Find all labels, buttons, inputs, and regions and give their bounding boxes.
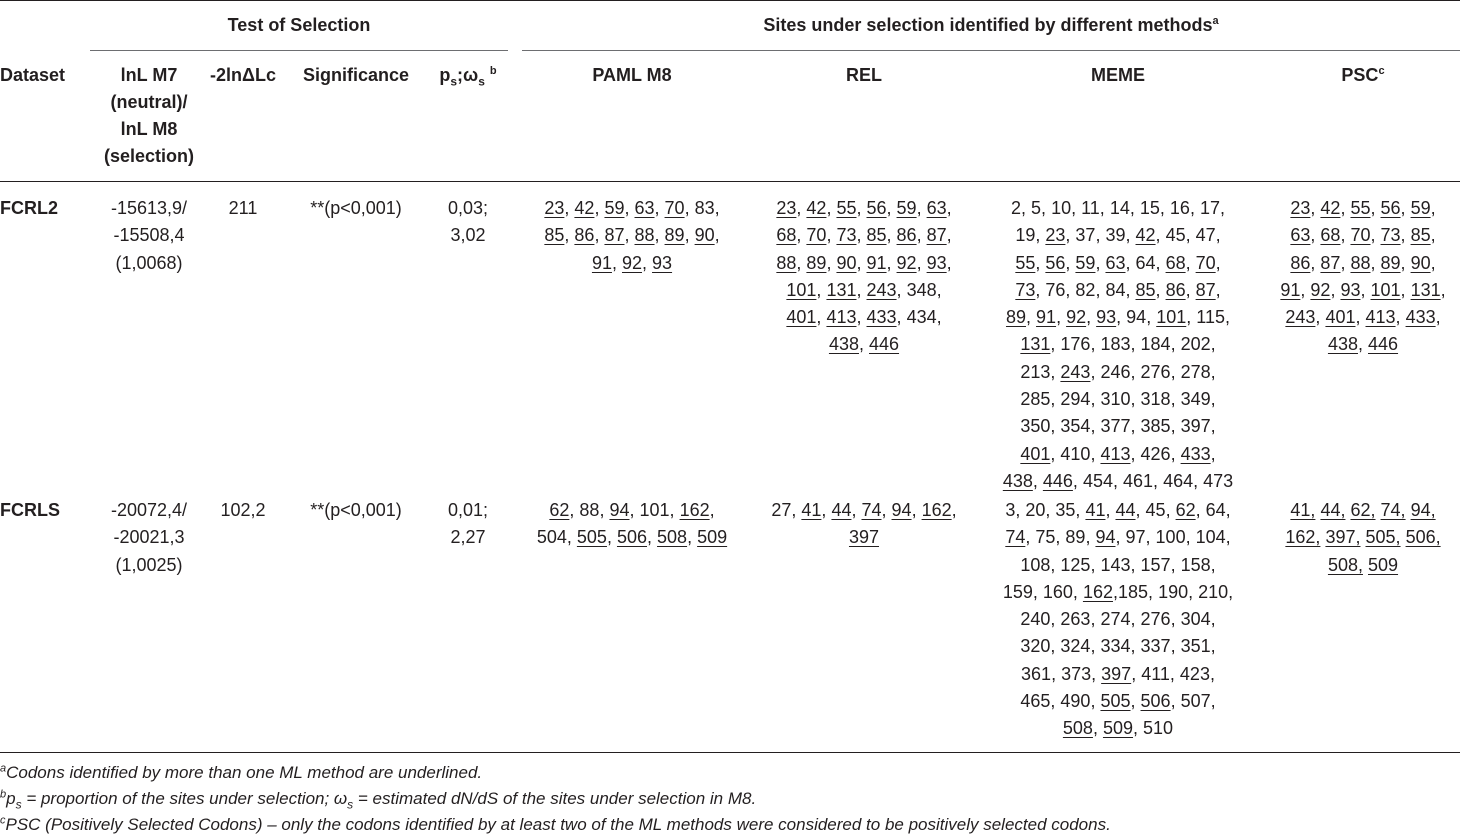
codon-site: 87 — [604, 225, 625, 246]
codon-site: 23 — [544, 198, 565, 218]
codon-site: 434 — [906, 307, 937, 328]
codon-site: 44, — [1320, 500, 1346, 520]
codon-site: 473 — [1203, 470, 1234, 491]
codon-site: 101 — [639, 500, 670, 520]
codon-site: 70 — [664, 198, 685, 218]
codon-site: 15 — [1139, 198, 1160, 218]
codon-site: 93 — [1096, 307, 1117, 328]
codon-site: 276 — [1140, 609, 1171, 630]
codon-site: 70 — [1350, 225, 1371, 246]
codon-site: 509 — [697, 527, 728, 548]
codon-site: 85 — [544, 225, 565, 246]
codon-site: 397 — [1101, 663, 1132, 684]
codon-site: 23 — [776, 198, 797, 218]
codon-site: 246 — [1100, 361, 1131, 382]
codon-site: 334 — [1100, 636, 1131, 657]
site-line: 401, 410, 413, 426, 433, — [1020, 443, 1216, 464]
codon-site: 276 — [1140, 361, 1171, 382]
row-significance-fcrls: **(p<0,001) — [310, 500, 402, 520]
codon-site: 131 — [1020, 334, 1051, 355]
codon-site: 159 — [1002, 581, 1033, 602]
codon-site: 56 — [866, 198, 887, 218]
site-line: 350, 354, 377, 385, 397, — [1020, 416, 1216, 437]
codon-site: 274 — [1100, 609, 1131, 630]
codon-site: 101 — [1156, 307, 1187, 328]
codon-site: 62 — [549, 500, 570, 520]
codon-site: 115 — [1196, 307, 1225, 328]
codon-site: 85 — [1135, 279, 1156, 300]
codon-site: 91 — [866, 252, 887, 273]
codon-site: 101 — [786, 279, 817, 300]
codon-site: 162 — [921, 500, 952, 520]
site-line: 2, 5, 10, 11, 14, 15, 16, 17, — [1011, 198, 1225, 218]
site-line: 62, 88, 94, 101, 162, — [549, 500, 715, 520]
site-line: 465, 490, 505, 506, 507, — [1020, 691, 1216, 712]
codon-site: 465 — [1020, 691, 1051, 712]
col-header-lnl: lnL M7 (neutral)/ lnL M8 (selection) — [103, 65, 195, 166]
group-header-test-of-selection: Test of Selection — [227, 15, 371, 35]
codon-site: 86 — [574, 225, 595, 246]
codon-site: 350 — [1020, 416, 1051, 437]
site-line: 401, 413, 433, 434, — [786, 307, 942, 328]
group-header-sites-under-selection: Sites under selection identified by different methods$^a$ — [763, 15, 1219, 35]
codon-site: 94 — [891, 500, 912, 520]
group-rule-test — [90, 50, 508, 51]
codon-site: 44 — [1115, 500, 1136, 520]
codon-site: 14 — [1109, 198, 1130, 218]
codon-site: 73 — [1380, 225, 1401, 246]
site-line: 438, 446 — [828, 334, 900, 355]
codon-site: 401 — [1020, 443, 1051, 464]
row-paml-sites-fcrl2 — [520, 195, 744, 277]
codon-site: 59 — [896, 198, 917, 218]
codon-site: 68 — [1165, 252, 1186, 273]
codon-site: 37 — [1075, 225, 1096, 246]
codon-site: 101 — [1370, 279, 1401, 300]
site-line: 23, 42, 55, 56, 59, — [1290, 198, 1436, 218]
codon-site: 68 — [1320, 225, 1341, 246]
codon-site: 93 — [652, 252, 673, 273]
codon-site: 42 — [1135, 225, 1156, 246]
codon-site: 64 — [1205, 500, 1226, 520]
codon-site: 73 — [836, 225, 857, 246]
site-line: 131, 176, 183, 184, 202, — [1020, 334, 1216, 355]
site-line: 3, 20, 35, 41, 44, 45, 62, 64, — [1005, 500, 1231, 520]
codon-site: 202 — [1180, 334, 1211, 355]
codon-site: 63 — [1105, 252, 1126, 273]
codon-site: 63 — [634, 198, 655, 218]
codon-site: 143 — [1100, 554, 1131, 575]
codon-site: 83 — [694, 198, 715, 218]
site-line: 68, 70, 73, 85, 86, 87, — [776, 225, 952, 246]
codon-site: 75 — [1035, 527, 1056, 548]
codon-site: 90 — [836, 252, 857, 273]
footnote-a: $^a$Codons identified by more than one ML method are underlined. — [0, 762, 483, 782]
site-line: 101, 131, 243, 348, — [786, 279, 942, 300]
site-line: 55, 56, 59, 63, 64, 68, 70, — [1015, 252, 1221, 273]
codon-site: 23 — [1290, 198, 1311, 218]
site-line: 438, 446 — [1327, 334, 1399, 355]
codon-site: 506, — [1405, 527, 1441, 548]
codon-site: 509 — [1102, 718, 1134, 739]
codon-site: 506 — [616, 527, 648, 548]
codon-site: 89 — [1065, 527, 1086, 548]
site-line: 86, 87, 88, 89, 90, — [1290, 252, 1436, 273]
codon-site: 5 — [1031, 198, 1042, 218]
codon-site: 183 — [1100, 334, 1131, 355]
row-lrt-fcrls: 102,2 — [220, 500, 266, 520]
codon-site: 87 — [926, 225, 947, 246]
codon-site: 426 — [1140, 443, 1171, 464]
codon-site: 90 — [694, 225, 715, 246]
site-line — [1264, 497, 1460, 524]
col-header-dataset: Dataset — [0, 65, 66, 85]
codon-site: 89 — [806, 252, 827, 273]
codon-site: 397, — [1325, 527, 1361, 548]
codon-site: 63 — [926, 198, 947, 218]
codon-site: 505 — [576, 527, 607, 548]
site-line: 91, 92, 93 — [591, 252, 673, 273]
codon-site: 90 — [1410, 252, 1431, 273]
codon-site: 324 — [1060, 636, 1091, 657]
codon-site: 354 — [1060, 416, 1091, 437]
site-line: 213, 243, 246, 276, 278, — [1020, 361, 1216, 382]
codon-site: 162, — [1285, 527, 1321, 548]
codon-site: 62 — [1175, 500, 1196, 520]
site-line: 285, 294, 310, 318, 349, — [1020, 389, 1216, 410]
codon-site: 158 — [1180, 554, 1211, 575]
codon-site: 59 — [604, 198, 625, 218]
codon-site: 506 — [1140, 691, 1171, 712]
codon-site: 16 — [1169, 198, 1190, 218]
site-line: 243, 401, 413, 433, — [1285, 307, 1441, 328]
codon-site: 507 — [1180, 691, 1211, 712]
row-lrt-fcrl2: 211 — [228, 198, 258, 218]
codon-site: 413 — [826, 307, 857, 328]
site-line: 89, 91, 92, 93, 94, 101, 115, — [1005, 307, 1230, 328]
row-meme-sites-fcrl2 — [978, 195, 1258, 495]
codon-site: 131 — [826, 279, 857, 300]
codon-site: 70 — [1195, 252, 1216, 273]
site-line: 74, 75, 89, 94, 97, 100, 104, — [1005, 527, 1231, 548]
codon-site: 20 — [1025, 500, 1046, 520]
codon-site: 190 — [1158, 581, 1189, 602]
codon-site: 433 — [1180, 443, 1211, 464]
codon-site: 433 — [866, 307, 897, 328]
codon-site: 454 — [1082, 470, 1113, 491]
row-lnl-fcrls: -20072,4/ -20021,3 (1,0025) — [110, 500, 188, 575]
row-significance-fcrl2: **(p<0,001) — [310, 198, 402, 218]
col-header-ps-ws: $p_s;\omega_s$ $^b$ — [439, 65, 497, 89]
codon-site: 278 — [1180, 361, 1211, 382]
codon-site: 108 — [1020, 554, 1051, 575]
codon-site: 294 — [1060, 389, 1091, 410]
codon-site: 88 — [1350, 252, 1371, 273]
codon-site: 59 — [1410, 198, 1431, 218]
codon-site: 423 — [1179, 663, 1210, 684]
site-line — [1264, 552, 1460, 579]
row-psc-sites-fcrls — [1264, 497, 1460, 579]
row-ps-ws-fcrl2: 0,03; 3,02 — [447, 198, 489, 246]
codon-site: 45 — [1145, 500, 1166, 520]
col-header-significance: Significance — [302, 65, 410, 85]
codon-site: 59 — [1075, 252, 1096, 273]
codon-site: 318 — [1140, 389, 1171, 410]
codon-site: 509 — [1368, 554, 1399, 575]
codon-site: 385 — [1140, 416, 1171, 437]
codon-site: 17 — [1199, 198, 1220, 218]
site-line: 19, 23, 37, 39, 42, 45, 47, — [1015, 225, 1221, 246]
codon-site: 19 — [1015, 225, 1036, 246]
top-rule — [0, 0, 1460, 1]
codon-site: 76 — [1045, 279, 1066, 300]
codon-site: 68 — [776, 225, 797, 246]
codon-site: 42 — [806, 198, 827, 218]
codon-site: 285 — [1020, 389, 1051, 410]
codon-site: 44 — [831, 500, 852, 520]
codon-site: 104 — [1195, 527, 1226, 548]
site-line: 504, 505, 506, 508, 509 — [536, 527, 728, 548]
codon-site: 446 — [1368, 334, 1399, 355]
footnote-c: $^c$PSC (Positively Selected Codons) – only the codons identified by at least two of the ML methods were considered to be positively selected codons. — [0, 814, 1111, 834]
codon-site: 87 — [1195, 279, 1216, 300]
codon-site: 160 — [1042, 581, 1073, 602]
row-ps-ws-fcrls: 0,01; 2,27 — [447, 500, 489, 548]
table-bottom-rule — [0, 752, 1460, 753]
codon-site: 55 — [836, 198, 857, 218]
site-line: 88, 89, 90, 91, 92, 93, — [776, 252, 952, 273]
codon-site: 490 — [1060, 691, 1091, 712]
codon-site: 213 — [1020, 361, 1051, 382]
codon-site: 94 — [609, 500, 630, 520]
footnote-b: $^bp_s$ = proportion of the sites under selection; $\omega_s$ = estimated dN/dS of the sites under selection in M8. — [0, 788, 757, 812]
codon-site: 85 — [1410, 225, 1431, 246]
col-header-rel: REL — [846, 65, 882, 85]
codon-site: 446 — [1042, 470, 1073, 491]
codon-site: 131 — [1410, 279, 1441, 300]
codon-site: 86 — [1165, 279, 1186, 300]
site-line: 438, 446, 454, 461, 464, 473 — [1002, 470, 1234, 491]
site-line: 508, 509, 510 — [1062, 718, 1174, 739]
codon-site: 88 — [634, 225, 655, 246]
codon-site: 41 — [801, 500, 822, 520]
site-line: 73, 76, 82, 84, 85, 86, 87, — [1015, 279, 1221, 300]
codon-site: 243 — [1285, 307, 1316, 328]
site-line: 27, 41, 44, 74, 94, 162, — [771, 500, 957, 520]
site-line: 85, 86, 87, 88, 89, 90, — [544, 225, 720, 246]
codon-site: 39 — [1105, 225, 1126, 246]
codon-site: 508, — [1327, 554, 1363, 575]
codon-site: 70 — [806, 225, 827, 246]
site-line: 23, 42, 59, 63, 70, 83, — [544, 198, 720, 218]
codon-site: 438 — [1002, 470, 1033, 491]
row-rel-sites-fcrl2 — [752, 195, 976, 359]
row-lnl-fcrl2: -15613,9/ -15508,4 (1,0068) — [110, 198, 188, 273]
codon-site: 438 — [828, 334, 859, 355]
codon-site: 461 — [1123, 470, 1154, 491]
col-header-paml-m8: PAML M8 — [592, 65, 672, 85]
codon-site: 47 — [1195, 225, 1216, 246]
codon-site: 42 — [1320, 198, 1341, 218]
codon-site: 11 — [1081, 198, 1100, 218]
codon-site: 92 — [621, 252, 643, 273]
codon-site: 348 — [906, 279, 937, 300]
site-line: 108, 125, 143, 157, 158, — [1020, 554, 1216, 575]
codon-site: 3 — [1005, 500, 1016, 520]
codon-site: 157 — [1140, 554, 1171, 575]
codon-site: 410 — [1060, 443, 1091, 464]
codon-site: 411 — [1141, 663, 1170, 684]
codon-site: 74 — [1005, 527, 1026, 548]
codon-site: 55 — [1015, 252, 1036, 273]
codon-site: 82 — [1075, 279, 1096, 300]
codon-site: 74 — [861, 500, 882, 520]
site-line: 361, 373, 397, 411, 423, — [1021, 663, 1215, 684]
site-line: 91, 92, 93, 101, 131, — [1280, 279, 1446, 300]
codon-site: 433 — [1405, 307, 1436, 328]
codon-site: 401 — [1325, 307, 1356, 328]
codon-site: 438 — [1327, 334, 1358, 355]
codon-site: 91 — [1280, 279, 1301, 300]
codon-site: 41 — [1085, 500, 1106, 520]
codon-site: 89 — [1005, 307, 1027, 328]
codon-site: 377 — [1100, 416, 1131, 437]
codon-site: 94 — [1126, 307, 1147, 328]
codon-site: 62, — [1350, 500, 1376, 520]
codon-site: 10 — [1051, 198, 1072, 218]
codon-site: 89 — [1380, 252, 1401, 273]
row-rel-sites-fcrls — [752, 497, 976, 552]
codon-site: 240 — [1020, 609, 1051, 630]
codon-site: 56 — [1380, 198, 1401, 218]
codon-site: 91 — [591, 252, 612, 273]
codon-site: 74, — [1380, 500, 1406, 520]
codon-site: 88 — [776, 252, 797, 273]
codon-site: 413 — [1100, 443, 1131, 464]
site-line: 159, 160, 162,185, 190, 210, — [1002, 581, 1234, 602]
codon-site: 41, — [1290, 500, 1316, 520]
codon-site: 397 — [848, 527, 880, 548]
codon-site: 304 — [1180, 609, 1211, 630]
codon-site: 373 — [1061, 663, 1092, 684]
codon-site: 86 — [896, 225, 917, 246]
row-dataset-fcrls: FCRLS — [0, 500, 60, 520]
codon-site: 94, — [1410, 500, 1436, 520]
site-line: 63, 68, 70, 73, 85, — [1290, 225, 1436, 246]
codon-site: 88 — [579, 500, 600, 520]
site-line — [1264, 524, 1460, 551]
col-header-meme: MEME — [1091, 65, 1145, 85]
codon-site: 210 — [1198, 581, 1229, 602]
codon-site: 42 — [574, 198, 595, 218]
codon-site: 263 — [1060, 609, 1091, 630]
codon-site: 510 — [1143, 718, 1174, 739]
codon-site: 100 — [1155, 527, 1186, 548]
codon-site: 508 — [1062, 718, 1093, 739]
codon-site: 446 — [869, 334, 900, 355]
codon-site: 85 — [866, 225, 887, 246]
codon-site: 93 — [926, 252, 947, 273]
row-psc-sites-fcrl2 — [1264, 195, 1460, 359]
codon-site: 162 — [1082, 581, 1113, 602]
codon-site: 63 — [1290, 225, 1311, 246]
codon-site: 73 — [1015, 279, 1036, 300]
codon-site: 185 — [1118, 581, 1149, 602]
codon-site: 23 — [1045, 225, 1066, 246]
codon-site: 184 — [1140, 334, 1171, 355]
codon-site: 92 — [1066, 307, 1087, 328]
row-dataset-fcrl2: FCRL2 — [0, 198, 58, 218]
header-bottom-rule — [0, 181, 1460, 182]
codon-site: 35 — [1055, 500, 1076, 520]
codon-site: 93 — [1340, 279, 1361, 300]
row-paml-sites-fcrls — [520, 497, 744, 552]
codon-site: 56 — [1045, 252, 1066, 273]
codon-site: 94 — [1095, 527, 1116, 548]
codon-site: 55 — [1350, 198, 1371, 218]
codon-site: 125 — [1060, 554, 1091, 575]
codon-site: 464 — [1163, 470, 1194, 491]
codon-site: 64 — [1135, 252, 1156, 273]
codon-site: 87 — [1320, 252, 1341, 273]
codon-site: 97 — [1125, 527, 1146, 548]
codon-site: 91 — [1036, 307, 1057, 328]
codon-site: 351 — [1180, 636, 1211, 657]
codon-site: 508 — [657, 527, 688, 548]
codon-site: 92 — [896, 252, 917, 273]
codon-site: 361 — [1021, 663, 1052, 684]
site-line: 240, 263, 274, 276, 304, — [1020, 609, 1216, 630]
site-line — [752, 524, 976, 551]
codon-site: 162 — [679, 500, 710, 520]
codon-site: 45 — [1165, 225, 1186, 246]
codon-site: 176 — [1060, 334, 1091, 355]
codon-site: 92 — [1310, 279, 1331, 300]
codon-site: 310 — [1100, 389, 1131, 410]
codon-site: 84 — [1105, 279, 1126, 300]
codon-site: 413 — [1365, 307, 1396, 328]
codon-site: 89 — [664, 225, 685, 246]
site-line: 320, 324, 334, 337, 351, — [1020, 636, 1216, 657]
codon-site: 243 — [1060, 361, 1091, 382]
codon-site: 2 — [1011, 198, 1022, 218]
codon-site: 86 — [1290, 252, 1311, 273]
col-header-psc: PSC$^c$ — [1341, 65, 1385, 85]
codon-site: 504 — [536, 527, 567, 548]
site-line: 23, 42, 55, 56, 59, 63, — [776, 198, 952, 218]
codon-site: 505 — [1100, 691, 1131, 712]
row-meme-sites-fcrls — [978, 497, 1258, 743]
col-header-lrt: -2lnΔLc — [210, 65, 276, 85]
group-rule-sites — [522, 50, 1460, 51]
codon-site: 337 — [1140, 636, 1171, 657]
codon-site: 320 — [1020, 636, 1051, 657]
codon-site: 397 — [1180, 416, 1211, 437]
codon-site: 243 — [866, 279, 897, 300]
codon-site: 401 — [786, 307, 817, 328]
codon-site: 27 — [771, 500, 792, 520]
codon-site: 505, — [1365, 527, 1401, 548]
codon-site: 349 — [1180, 389, 1211, 410]
